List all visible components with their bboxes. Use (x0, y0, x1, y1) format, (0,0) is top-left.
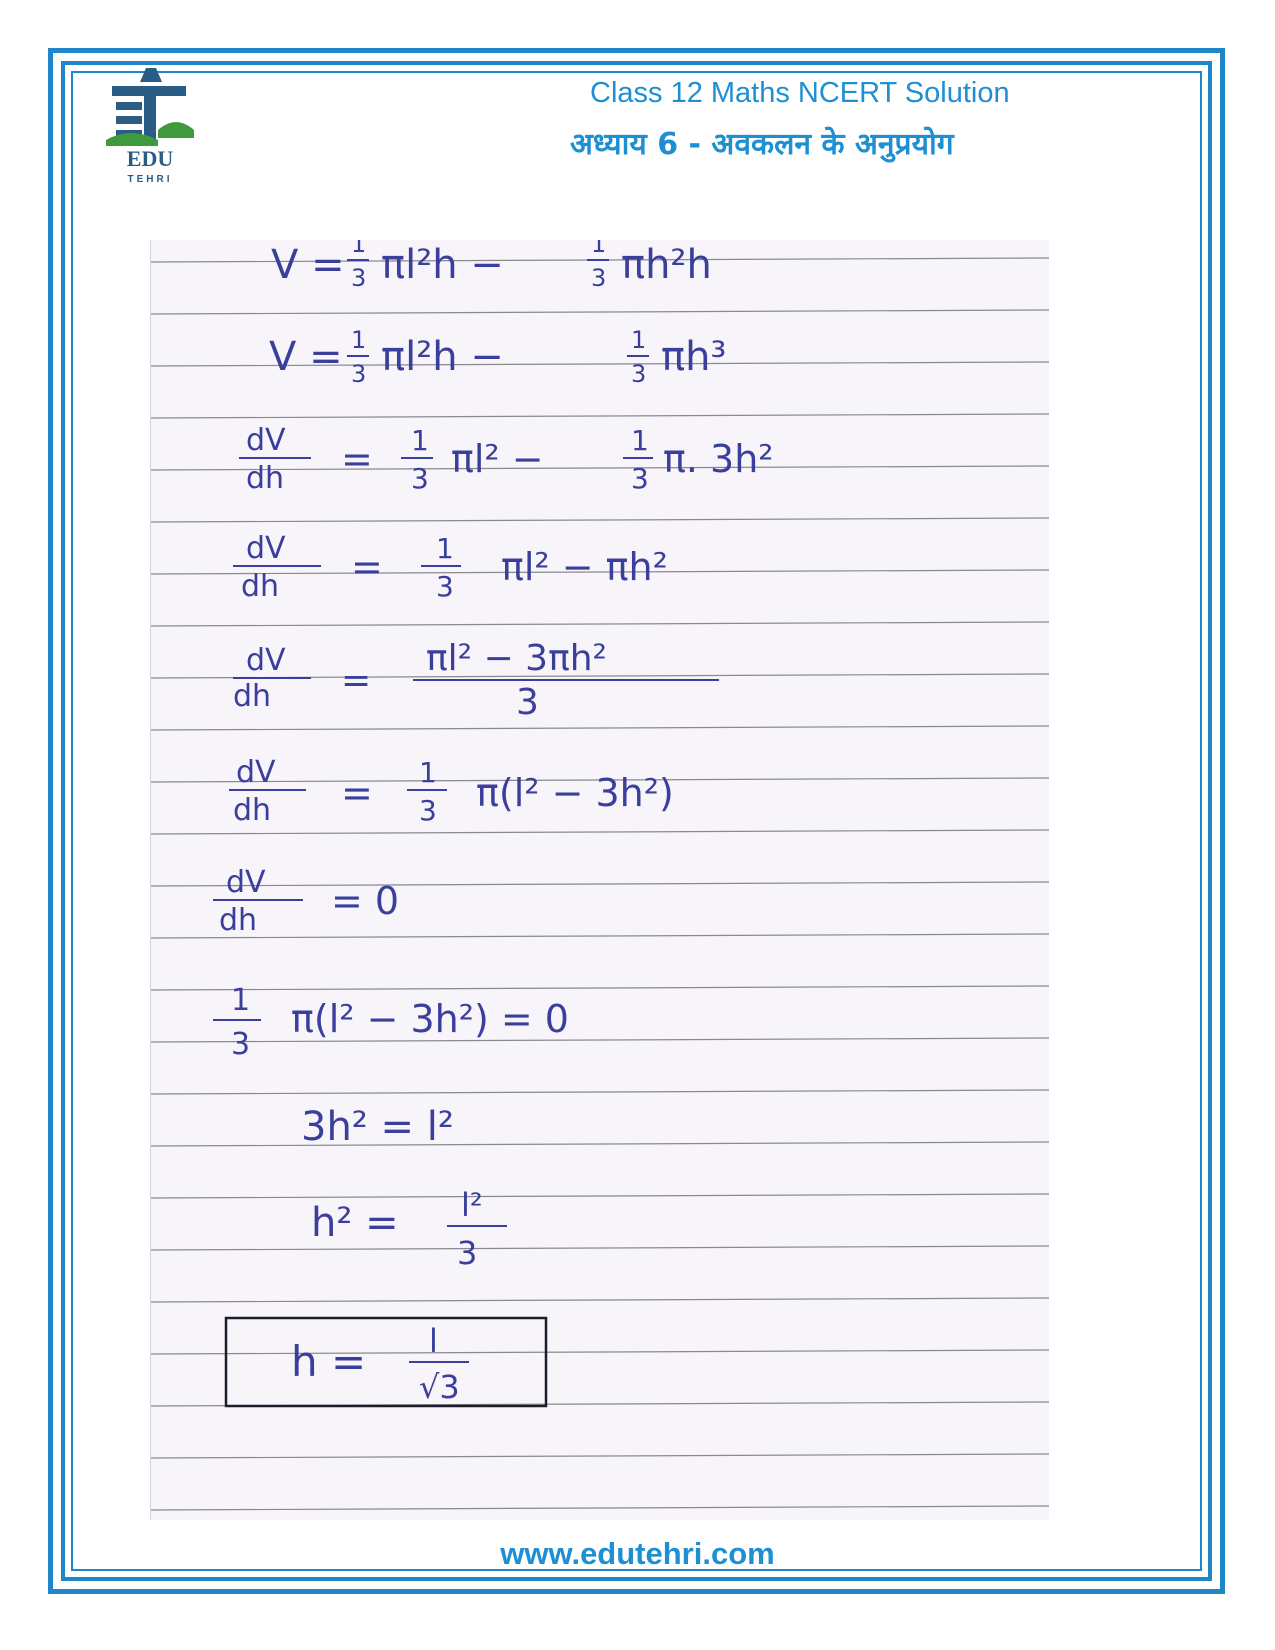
svg-text:πh²h: πh²h (621, 242, 712, 288)
svg-text:dh: dh (246, 461, 285, 496)
svg-text:V =: V = (269, 334, 343, 380)
svg-text:π. 3h²: π. 3h² (663, 437, 774, 481)
notebook-page (151, 240, 1049, 1520)
svg-text:1: 1 (351, 240, 367, 258)
svg-text:πl² − 3πh²: πl² − 3πh² (426, 638, 607, 679)
line-7 (213, 865, 399, 938)
ruled-line (151, 1350, 1049, 1354)
svg-text:3: 3 (631, 360, 647, 388)
ruled-line (151, 466, 1049, 470)
ruled-line (151, 1246, 1049, 1250)
svg-text:1: 1 (419, 756, 437, 789)
svg-text:dh: dh (241, 569, 280, 604)
svg-text:3: 3 (411, 462, 429, 495)
svg-text:3: 3 (351, 360, 367, 388)
svg-text:l: l (429, 1322, 438, 1360)
edu-tehri-logo (102, 68, 202, 186)
logo-name: EDU (126, 146, 174, 171)
svg-text:1: 1 (591, 240, 607, 258)
svg-text:dV: dV (236, 755, 276, 790)
logo-tagline: TEHRI (127, 174, 173, 185)
svg-text:dV: dV (226, 865, 266, 900)
svg-text:π(l² − 3h²) = 0: π(l² − 3h²) = 0 (291, 997, 569, 1041)
svg-text:l²: l² (461, 1186, 483, 1224)
svg-text:3: 3 (631, 462, 649, 495)
ruled-line (151, 934, 1049, 938)
svg-text:1: 1 (631, 326, 647, 354)
ruled-lines (151, 258, 1049, 1510)
svg-text:πl²h −: πl²h − (381, 242, 504, 288)
line-4 (233, 531, 668, 604)
ruled-line (151, 310, 1049, 314)
chapter-title: अध्याय 6 - अवकलन के अनुप्रयोग (570, 127, 954, 162)
svg-text:√3: √3 (419, 1368, 460, 1406)
ruled-line (151, 1298, 1049, 1302)
svg-text:3: 3 (436, 570, 454, 603)
svg-text:h =: h = (291, 1337, 367, 1386)
ruled-line (151, 1454, 1049, 1458)
svg-text:3: 3 (419, 794, 437, 827)
ruled-line (151, 1142, 1049, 1146)
svg-text:V =: V = (271, 242, 345, 288)
svg-text:=: = (351, 545, 383, 589)
notebook-photo (150, 240, 1049, 1520)
svg-text:dV: dV (246, 531, 286, 566)
line-1 (271, 240, 712, 292)
svg-text:πl² −: πl² − (451, 437, 544, 481)
svg-text:πl²h −: πl²h − (381, 334, 504, 380)
svg-text:1: 1 (351, 326, 367, 354)
svg-text:dV: dV (246, 423, 286, 458)
svg-text:dh: dh (219, 903, 258, 938)
line-8 (213, 983, 569, 1062)
ruled-line (151, 1090, 1049, 1094)
svg-text:1: 1 (411, 424, 429, 457)
line-3 (239, 423, 774, 496)
footer-website-link[interactable]: www.edutehri.com (500, 1536, 775, 1571)
line-10 (311, 1186, 507, 1272)
ruled-line (151, 726, 1049, 730)
ruled-line (151, 1194, 1049, 1198)
line-2 (269, 326, 726, 388)
ruled-line (151, 1506, 1049, 1510)
line-9 (301, 1104, 454, 1150)
ruled-line (151, 986, 1049, 990)
svg-text:1: 1 (436, 532, 454, 565)
svg-text:dV: dV (246, 643, 286, 678)
ruled-line (151, 882, 1049, 886)
ruled-line (151, 518, 1049, 522)
line-11-boxed-answer (226, 1318, 546, 1406)
svg-text:3: 3 (457, 1234, 478, 1272)
svg-text:3: 3 (516, 682, 539, 723)
svg-text:=: = (341, 660, 372, 701)
ruled-line (151, 622, 1049, 626)
svg-text:=: = (341, 771, 373, 815)
svg-text:πh³: πh³ (661, 334, 727, 380)
line-6 (229, 755, 674, 828)
svg-text:3: 3 (591, 264, 607, 292)
ruled-line (151, 414, 1049, 418)
svg-text:= 0: = 0 (331, 879, 400, 923)
svg-text:3: 3 (231, 1027, 251, 1062)
svg-text:πl² − πh²: πl² − πh² (501, 545, 668, 589)
svg-text:dh: dh (233, 679, 272, 714)
svg-text:3: 3 (351, 264, 367, 292)
svg-text:h² =: h² = (311, 1200, 399, 1246)
svg-text:3h² = l²: 3h² = l² (301, 1104, 454, 1150)
ruled-line (151, 1038, 1049, 1042)
svg-text:1: 1 (631, 424, 649, 457)
svg-text:=: = (341, 437, 373, 481)
page-title: Class 12 Maths NCERT Solution (590, 77, 1010, 109)
ruled-line (151, 830, 1049, 834)
svg-text:1: 1 (231, 983, 251, 1018)
svg-text:dh: dh (233, 793, 272, 828)
svg-text:π(l² − 3h²): π(l² − 3h²) (476, 771, 674, 815)
line-5 (233, 638, 719, 723)
